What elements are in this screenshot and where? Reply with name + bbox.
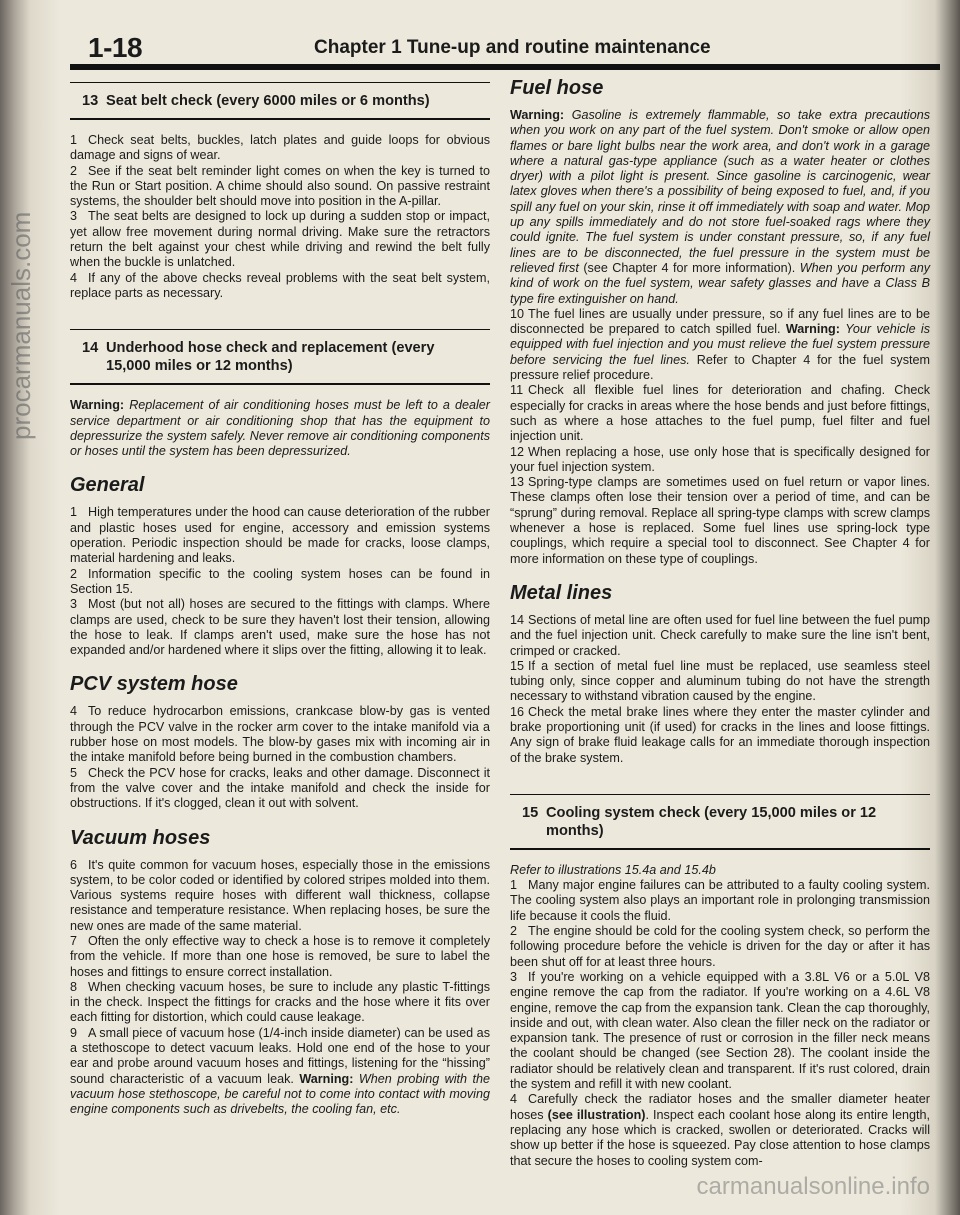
paragraph-number: 4: [510, 1092, 518, 1107]
warning-label: Warning:: [299, 1071, 354, 1086]
paragraph: [70, 704, 490, 765]
spacer: [70, 301, 490, 323]
paragraph-number: 5: [70, 765, 78, 780]
paragraph-text: Many major engine failures can be attributed to a faulty cooling system. The cooling system also plays an important role in prolonging transmission life because it cools the fluid.: [510, 878, 930, 923]
paragraph-tail: Refer to Chapter 4 for the fuel system pressure relief procedure.: [510, 352, 930, 383]
paragraph-number: 12: [510, 444, 525, 459]
paragraph-number: 1: [510, 878, 518, 893]
paragraph-number: 2: [510, 924, 518, 939]
warning-text: Your vehicle is equipped with fuel injection and you must relieve the fuel system pressure before servicing the fuel lines.: [510, 322, 931, 367]
paragraph: [510, 475, 930, 567]
spacer: [510, 766, 930, 788]
warning-text-continued: When you perform any kind of work on the fuel system, wear safety glasses and have a Class B type fire extinguisher on hand.: [510, 260, 931, 306]
paragraph: [70, 1026, 490, 1118]
paragraph-text: Spring-type clamps are sometimes used on fuel return or vapor lines. These clamps often lose their tension over a period of time, and can be “sprung” during removal. Replace all spring-type clamps with screw clamps whenever a hose is replaced. Some fuel lines use spring-lock type couplings, which require a special tool to disconnect. See Chapter 4 for more information on these type of couplings.: [510, 475, 930, 566]
section-13-heading: [70, 82, 490, 120]
paragraph-text: Check the PCV hose for cracks, leaks and other damage. Disconnect it from the valve cover and the intake manifold and check the inside for obstructions. If it's clogged, clean it out with solvent.: [70, 765, 490, 811]
section-title: Cooling system check (every 15,000 miles or 12 months): [546, 804, 877, 839]
paragraph-text: If you're working on a vehicle equipped with a 3.8L V6 or a 5.0L V8 engine remove the cap from the radiator. If you're working on a 4.6L V8 engine, remove the cap from the expansion tank. Clean the cap thoroughly, inside and out, with clean water. Also clean the filler neck on the radiator or expansion tank. The presence of rust or corrosion in the filler neck means the coolant should be changed (see Section 28). The coolant inside the radiator should be relatively clean and transparent. If it's rust colored, drain the system and refill it with new coolant.: [510, 969, 930, 1092]
bottom-watermark: carmanualsonline.info: [696, 1173, 930, 1200]
paragraph-text: Often the only effective way to check a hose is to remove it completely from the vehicle. If more than one hose is removed, be sure to label the hoses and fittings to ensure correct installation.: [70, 933, 490, 979]
paragraph: [510, 878, 930, 924]
paragraph: [70, 567, 490, 598]
paragraph: [510, 383, 930, 444]
paragraph-number: 6: [70, 857, 78, 872]
paragraph-number: 8: [70, 979, 78, 994]
section-15-heading: [510, 794, 930, 850]
warning-label: Warning:: [70, 398, 125, 413]
paragraph-text: Information specific to the cooling system hoses can be found in Section 15.: [70, 566, 490, 596]
paragraph-text: Most (but not all) hoses are secured to the fittings with clamps. Where clamps are used, check to be sure they haven't lost their tension, allowing the hose to leak. If clamps aren't used, make sure the hose has not expanded and/or hardened where it slips over the fitting, allowing it to leak.: [70, 597, 490, 658]
paragraph-number: 1: [70, 133, 78, 147]
paragraph-text: If a section of metal fuel line must be replaced, use seamless steel tubing only, since copper and aluminum tubing do not have the strength necessary to withstand vibration caused by the engine.: [510, 658, 930, 704]
paragraph: [510, 970, 930, 1092]
paragraph-number: 14: [510, 612, 525, 627]
warning-note: [510, 108, 930, 307]
paragraph: [510, 924, 930, 970]
paragraph: [70, 164, 490, 210]
section-title: Seat belt check (every 6000 miles or 6 months): [106, 93, 430, 109]
paragraph-number: 2: [70, 566, 78, 581]
paragraph-number: 1: [70, 505, 78, 520]
paragraph: [510, 445, 930, 476]
paragraph-text: If any of the above checks reveal problems with the seat belt system, replace parts as necessary.: [70, 270, 490, 300]
paragraph-text: When replacing a hose, use only hose that is specifically designed for your fuel injection system.: [510, 444, 930, 474]
page-number: 1-18: [88, 32, 143, 63]
warning-text: Gasoline is extremely flammable, so take extra precautions when you work on any part of the fuel system. Don't smoke or allow open flames or bare light bulbs near the work area, and don't work in a garage where a natural gas-type appliance (such as a water heater or clothes dryer) with a pilot light is present. Since gasoline is carcinogenic, wear latex gloves when there's a possibility of being exposed to fuel, and, if you spill any fuel on your skin, rinse it off immediately with soap and water. Mop up any spills immediately and do not store fuel-soaked rags where they could ignite. The fuel system is under constant pressure, so, if any fuel lines are to be disconnected, the fuel pressure in the system must be relieved first: [510, 108, 931, 275]
paragraph-number: 4: [70, 270, 78, 285]
paragraph-text: When checking vacuum hoses, be sure to include any plastic T-fittings in the check. Inspect the fittings for cracks and the hose where it fits over each fitting for distortion, which could cause leakage.: [70, 979, 490, 1025]
section-14-heading: [70, 329, 490, 385]
section-number: 15: [522, 804, 539, 821]
paragraph: [70, 133, 490, 164]
paragraph: [510, 307, 930, 383]
paragraph-number: 7: [70, 933, 78, 948]
paragraph-number: 4: [70, 704, 78, 719]
paragraph-text: Check the metal brake lines where they enter the master cylinder and brake proportioning unit (if used) for cracks in the lines and loose fittings. Any sign of brake fluid leakage calls for an immediate thorough inspection of the brake system.: [510, 704, 930, 765]
paragraph-text: To reduce hydrocarbon emissions, crankcase blow-by gas is vented through the PCV valve in the rocker arm cover to the intake manifold via a rubber hose on most models. The blow-by gases mix with incoming air in the intake manifold before being burned in the combustion chambers.: [70, 704, 490, 765]
subheading-metal-lines: Metal lines: [510, 581, 613, 604]
paragraph-text: A small piece of vacuum hose (1/4-inch inside diameter) can be used as a stethoscope to detect vacuum leaks. Hold one end of the hose to your ear and probe around vacuum hoses and fittings, listening for the “hissing” sound characteristic of a vacuum leak.: [70, 1025, 490, 1086]
warning-text: Replacement of air conditioning hoses must be left to a dealer service department or air conditioning shop that has the equipment to depressurize the system safely. Never remove air conditioning components or hoses until the system has been depressurized.: [70, 398, 490, 459]
paragraph: [70, 597, 490, 658]
paragraph-number: 3: [70, 597, 78, 612]
subheading-fuel-hose: Fuel hose: [510, 77, 604, 99]
paragraph-text: The fuel lines are usually under pressure, so if any fuel lines are to be disconnected be prepared to catch spilled fuel.: [510, 306, 930, 337]
paragraph-number: 11: [510, 383, 524, 398]
right-column: [510, 76, 930, 1169]
paragraph: [510, 705, 930, 766]
paragraph-text: Sections of metal line are often used for fuel line between the fuel pump and the fuel injection unit. Check carefully to make sure the line isn't bent, crimped or cracked.: [510, 612, 930, 658]
section-13-body: [70, 133, 490, 301]
warning-note: [70, 398, 490, 459]
warning-reference: (see Chapter 4 for more information).: [583, 260, 796, 275]
paragraph: [70, 980, 490, 1026]
paragraph: [70, 766, 490, 812]
paragraph-number: 2: [70, 163, 78, 178]
paragraph-number: 9: [70, 1025, 78, 1040]
paragraph-number: 15: [510, 658, 525, 673]
paragraph: [70, 271, 490, 302]
paragraph: [510, 1092, 930, 1168]
illustration-callout: (see illustration): [547, 1107, 646, 1122]
paragraph-text: See if the seat belt reminder light comes on when the key is turned to the Run or Start position. A chime should also sound. On passive restraint systems, the shoulder belt should move into position in the A-pillar.: [70, 163, 490, 209]
subheading-general: General: [70, 474, 145, 497]
left-column: [70, 76, 490, 1118]
paragraph-number: 3: [70, 209, 78, 224]
paragraph-text: It's quite common for vacuum hoses, especially those in the emissions system, to be color coded or identified by colored stripes molded into them. Various systems require hoses with different wall thickness, collapse resistance and temperature resistance. When replacing hoses, be sure the new ones are made of the same material.: [70, 857, 490, 933]
paragraph: [70, 858, 490, 934]
section-number: 13: [82, 93, 99, 109]
paragraph-text: High temperatures under the hood can cause deterioration of the rubber and plastic hoses used for engine, accessory and emission systems operation. Periodic inspection should be made for cracks, loose clamps, material hardening and leaks.: [70, 505, 490, 566]
side-watermark: procarmanuals.com: [6, 211, 36, 440]
paragraph-text: Check all flexible fuel lines for deterioration and chafing. Check especially for cracks in areas where the hose bends and just before fittings, such as where a hose attaches to the fuel pump, fuel filter and fuel injection unit.: [510, 383, 930, 444]
paragraph-text-continued: . Inspect each coolant hose along its entire length, replacing any hose which is cracked, swollen or deteriorated. Cracks will show up better if the hose is squeezed. Pay close attention to hose clamps that secure the hoses to cooling system com-: [510, 1107, 930, 1168]
paragraph: [70, 934, 490, 980]
paragraph-number: 16: [510, 704, 525, 719]
header-rule: [70, 64, 940, 70]
warning-text: When probing with the vacuum hose stethoscope, be careful not to come into contact with moving engine components such as drivebelts, the cooling fan, etc.: [70, 1071, 490, 1117]
section-title: Underhood hose check and replacement (every 15,000 miles or 12 months): [106, 340, 435, 375]
subheading-vacuum: Vacuum hoses: [70, 826, 211, 849]
subheading-pcv: PCV system hose: [70, 673, 238, 696]
paragraph: [70, 209, 490, 270]
paragraph: [70, 505, 490, 566]
warning-label: Warning:: [785, 322, 840, 337]
paragraph-text: Carefully check the radiator hoses and the smaller diameter heater hoses: [510, 1092, 930, 1122]
page-header: [70, 28, 940, 68]
paragraph-number: 13: [510, 475, 525, 490]
paragraph-text: The engine should be cold for the cooling system check, so perform the following procedure before the vehicle is driven for the day or after it has been shut off for at least three hours.: [510, 924, 930, 969]
illustration-reference: Refer to illustrations 15.4a and 15.4b: [510, 862, 716, 877]
paragraph-number: 3: [510, 969, 518, 984]
paragraph: [510, 613, 930, 659]
section-number: 14: [82, 340, 99, 357]
paragraph-number: 10: [510, 306, 525, 321]
warning-label: Warning:: [510, 108, 565, 122]
paragraph-text: The seat belts are designed to lock up during a sudden stop or impact, yet allow free movement during normal driving. Make sure the retractors return the belt against your chest while driving and rewind the belt fully when the buckle is unlatched.: [70, 209, 490, 270]
paragraph-text: Check seat belts, buckles, latch plates and guide loops for obvious damage and signs of wear.: [70, 133, 490, 163]
paragraph: [510, 659, 930, 705]
chapter-title: Chapter 1 Tune-up and routine maintenance: [314, 37, 711, 58]
